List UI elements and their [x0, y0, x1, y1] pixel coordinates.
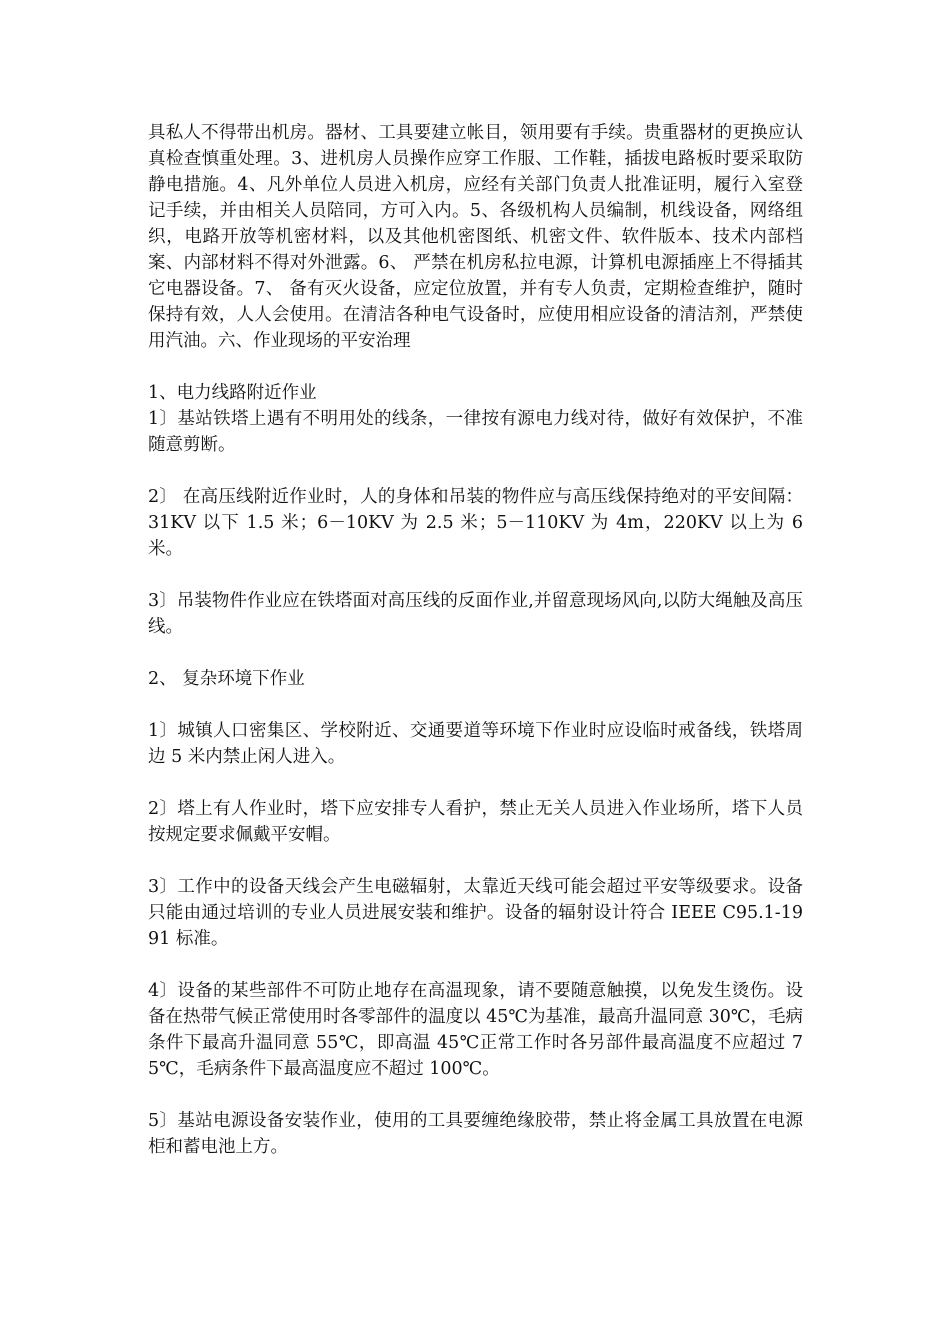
paragraph-complex-env-item-1: 1〕城镇人口密集区、学校附近、交通要道等环境下作业时应设临时戒备线，铁塔周边 5 米内禁止闲人进入。 [148, 721, 803, 767]
document-body [148, 120, 803, 1160]
paragraph-spacer [148, 848, 803, 874]
section-heading-complex-environment: 2、 复杂环境下作业 [148, 669, 305, 689]
paragraph-machine-room-rules: 具私人不得带出机房。器材、工具要建立帐目，领用要有手续。贵重器材的更换应认真检查慎重处理。3、进机房人员操作应穿工作服、工作鞋，插拔电路板时要采取防静电措施。4、凡外单位人员进入机房，应经有关部门负责人批准证明，履行入室登记手续，并由相关人员陪同，方可入内。5、各级机构人员编制，机线设备，网络组织，电路开放等机密材料，以及其他机密图纸、机密文件、软件版本、技术内部档案、内部材料不得对外泄露。6、 严禁在机房私拉电源，计算机电源插座上不得插其它电器设备。7、 备有灭火设备，应定位放置，并有专人负责，定期检查维护，随时保持有效，人人会使用。在清洁各种电气设备时，应使用相应设备的清洁剂，严禁使用汽油。六、作业现场的平安治理 [148, 123, 803, 351]
paragraph-spacer [148, 952, 803, 978]
paragraph-power-line-item-2: 2〕 在高压线附近作业时，人的身体和吊装的物件应与高压线保持绝对的平安间隔：31KV 以下 1.5 米；6－10KV 为 2.5 米；5－110KV 为 4m，220KV 以上为 6 米。 [148, 487, 803, 559]
paragraph-complex-env-item-3: 3〕工作中的设备天线会产生电磁辐射，太靠近天线可能会超过平安等级要求。设备只能由通过培训的专业人员进展安装和维护。设备的辐射设计符合 IEEE C95.1-1991 标准。 [148, 877, 803, 949]
section-heading-power-line-work: 1、电力线路附近作业 [148, 383, 317, 403]
paragraph-power-line-item-1: 1〕基站铁塔上遇有不明用处的线条，一律按有源电力线对待，做好有效保护，不准随意剪断。 [148, 409, 803, 455]
paragraph-spacer [148, 354, 803, 380]
paragraph-spacer [148, 640, 803, 666]
paragraph-spacer [148, 1082, 803, 1108]
paragraph-spacer [148, 770, 803, 796]
paragraph-complex-env-item-5: 5〕基站电源设备安装作业，使用的工具要缠绝缘胶带，禁止将金属工具放置在电源柜和蓄电池上方。 [148, 1111, 803, 1157]
paragraph-spacer [148, 692, 803, 718]
paragraph-spacer [148, 458, 803, 484]
paragraph-complex-env-item-4: 4〕设备的某些部件不可防止地存在高温现象，请不要随意触摸，以免发生烫伤。设备在热带气候正常使用时各零部件的温度以 45℃为基准，最高升温同意 30℃，毛病条件下最高升温同意 55℃，即高温 45℃正常工作时各另部件最高温度不应超过 75℃，毛病条件下最高温度应不超过 100℃。 [148, 981, 803, 1079]
paragraph-complex-env-item-2: 2〕塔上有人作业时，塔下应安排专人看护，禁止无关人员进入作业场所，塔下人员按规定要求佩戴平安帽。 [148, 799, 803, 845]
paragraph-spacer [148, 562, 803, 588]
paragraph-power-line-item-3: 3〕吊装物件作业应在铁塔面对高压线的反面作业,并留意现场风向,以防大绳触及高压线。 [148, 591, 803, 637]
